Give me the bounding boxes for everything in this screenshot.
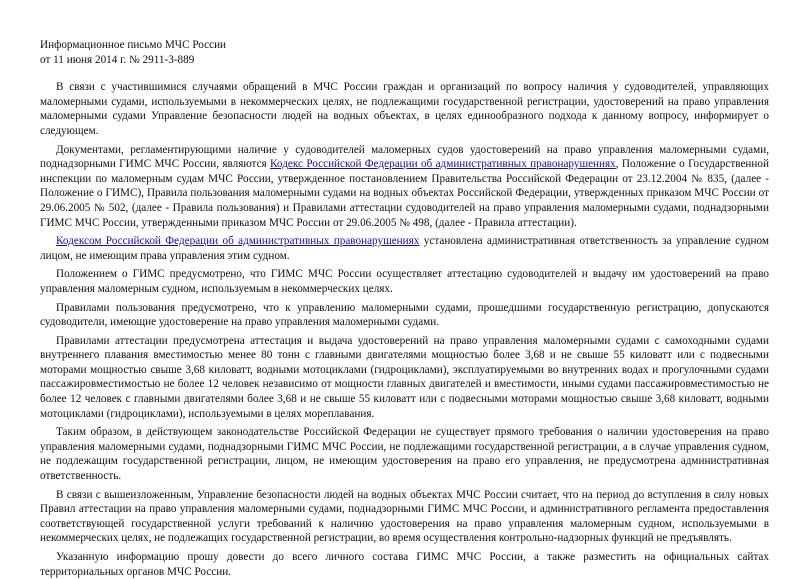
- paragraph-koap-after: установлена административная ответственность за управление судном лицом, не имеющим права управления этим судном.: [40, 235, 769, 262]
- document-title: Информационное письмо МЧС России: [40, 39, 227, 51]
- paragraph-documents: [40, 143, 769, 231]
- paragraph-conclusion: Таким образом, в действующем законодательстве Российской Федерации не существует прямого требования о наличии удостоверения на право управления маломерными судами, поднадзорными ГИМС МЧС России, не подлежащими государственной регистрации, а в случае управления судном, не подлежащим государственной регистрации, лицом, не имеющим удостоверения на право его управления, не предусмотрена административная ответственность.: [40, 426, 769, 483]
- koap-link[interactable]: Кодекс Российской Федерации об административных правонарушениях: [270, 158, 616, 171]
- paragraph-usage-rules: Правилами пользования предусмотрено, что к управлению маломерными судами, прошедшими государственную регистрацию, допускаются судоводители, имеющие удостоверение на право управления маломерными судами.: [40, 301, 769, 329]
- paragraph-koap: [40, 234, 769, 263]
- paragraph-documents-before: Документами, регламентирующими наличие у судоводителей маломерных судов удостоверений на право управления маломерными судами, поднадзорными ГИМС МЧС России, являются: [40, 143, 769, 171]
- document-header: [40, 38, 769, 67]
- paragraph-attestation-rules: Правилами аттестации предусмотрена аттестация и выдача удостоверений на право управления маломерными судами с самоходными судами внутреннего плавания вместимостью менее 80 тонн с главными двигателями мощностью более 3,68 и не свыше 55 киловатт или с подвесными моторами мощностью свыше 3,68 киловатт, водными мотоциклами (гидроциклами), эксплуатируемыми во внутренних водах и прогулочными судами пассажировместимостью не более 12 человек независимо от мощности главных двигателей и вместимости, иными судами пассажировместимостью не более 12 человек с главными двигателями более 3,68 и не свыше 55 киловатт или с подвесными моторами мощностью свыше 3,68 киловатт, водными мотоциклами (гидроциклами), используемыми в целях мореплавания.: [40, 334, 769, 420]
- paragraph-gims-regulation: Положением о ГИМС предусмотрено, что ГИМС МЧС России осуществляет аттестацию судоводителей и выдачу им удостоверений на право управления маломерным судном, используемым в некоммерческих целях.: [40, 268, 769, 295]
- paragraph-documents-after: , Положение о Государственной инспекции по маломерным судам МЧС России, утвержденное постановлением Правительства Российской Федерации от 23.12.2004 № 835, (далее - Положение о ГИМС), Правила пользования маломерными судами на водных объектах Российской Федерации, утвержденных приказом МЧС России от 29.06.2005 № 502, (далее - Правила пользования) и Правилами аттестации судоводителей на право управления маломерными судами, поднадзорными ГИМС МЧС России, утвержденными приказом МЧС России от 29.06.2005 № 498, (далее - Правила аттестации).: [40, 158, 769, 229]
- document-date-number: от 11 июня 2014 г. № 2911-3-889: [40, 53, 195, 66]
- paragraph-intro: В связи с участившимися случаями обращений в МЧС России граждан и организаций по вопросу наличия у судоводителей, управляющих маломерными судами, используемыми в некоммерческих целях, не подлежащими государственной регистрации, удостоверений на право управления маломерными судами Управление безопасности людей на водных объектах, в целях единообразного подхода к данному вопросу, информирует о следующем.: [40, 81, 769, 137]
- koap-link-2[interactable]: Кодексом Российской Федерации об административных правонарушениях: [56, 235, 420, 248]
- paragraph-instruction: Указанную информацию прошу довести до всего личного состава ГИМС МЧС России, а также разместить на официальных сайтах территориальных органов МЧС России.: [40, 551, 769, 578]
- paragraph-decision: В связи с вышеизложенным, Управление безопасности людей на водных объектах МЧС России считает, что на период до вступления в силу новых Правил аттестации на право управления маломерными судами, поднадзорными ГИМС МЧС России, и административного регламента предоставления соответствующей государственной услуги требований к наличию удостоверения на право управления маломерным судном, используемыми в некоммерческих целях, не подлежащих государственной регистрации, во время осуществления контрольно-надзорных функций не предъявлять.: [40, 488, 769, 545]
